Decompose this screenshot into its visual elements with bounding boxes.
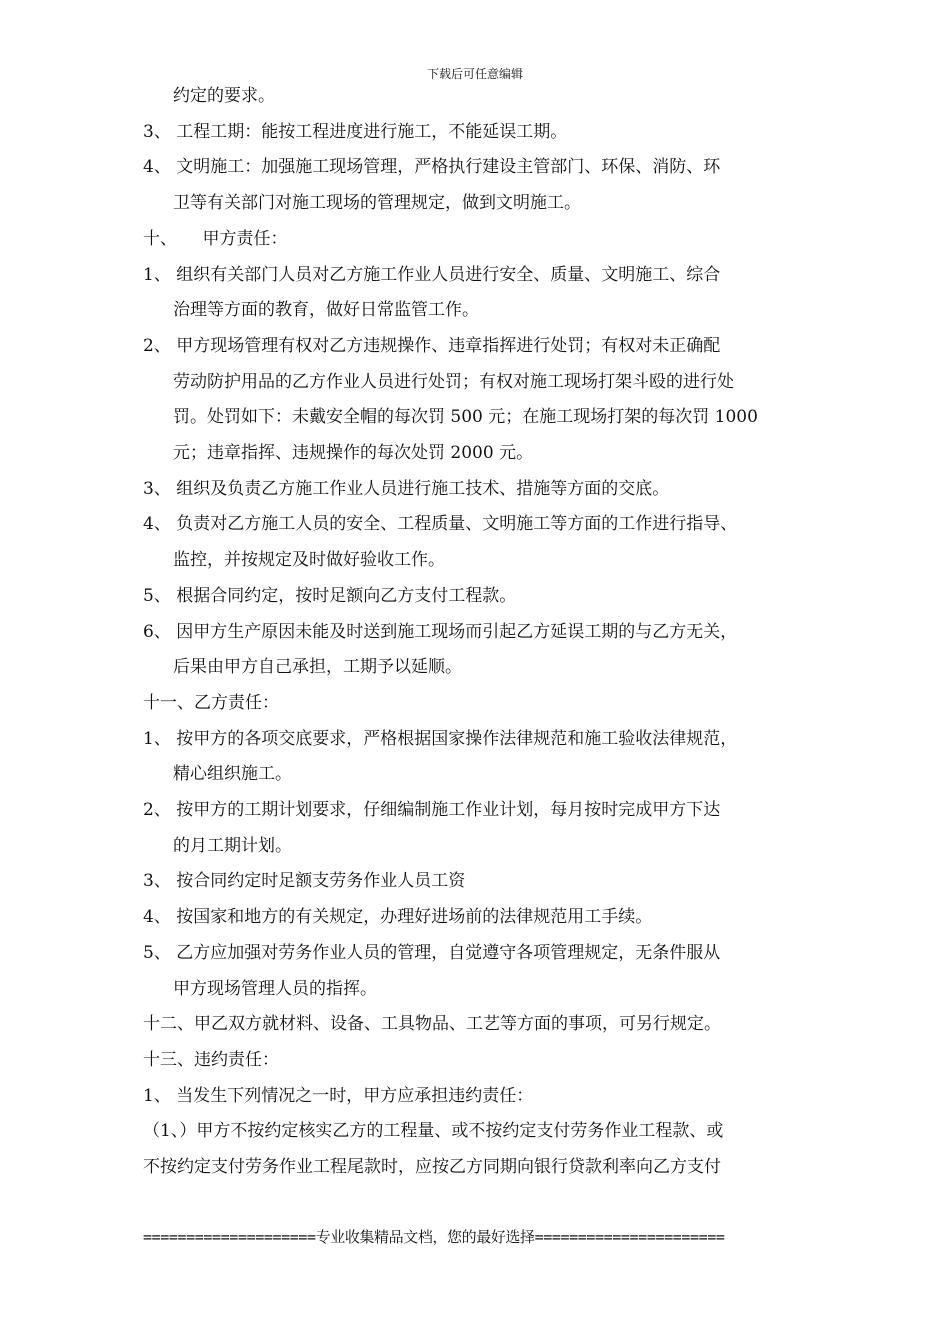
text-line: 十三、违约责任： [143,1049,279,1070]
text-line: 后果由甲方自己承担，工期予以延顺。 [173,657,462,678]
text-line: 甲方现场管理人员的指挥。 [173,978,377,999]
text-line: 不按约定支付劳务作业工程尾款时，应按乙方同期向银行贷款利率向乙方支付 [143,1157,721,1177]
text-line: 劳动防护用品的乙方作业人员进行处罚；有权对施工现场打架斗殴的进行处 [173,371,734,392]
text-line: 罚。处罚如下：未戴安全帽的每次罚 500 元；在施工现场打架的每次罚 1000 [173,407,758,428]
text-line: 4、 按国家和地方的有关规定，办理好进场前的法律规范用工手续。 [143,907,653,928]
text-line: 6、 因甲方生产原因未能及时送到施工现场而引起乙方延误工期的与乙方无关， [143,621,738,642]
page-header: 下载后可任意编辑 [426,67,523,81]
text-line: 卫等有关部门对施工现场的管理规定，做到文明施工。 [173,193,581,214]
text-line: 十二、甲乙双方就材料、设备、工具物品、工艺等方面的事项，可另行规定。 [143,1014,721,1035]
text-line: 治理等方面的教育，做好日常监管工作。 [173,300,479,321]
text-line: 精心组织施工。 [173,764,292,785]
text-line: 2、 甲方现场管理有权对乙方违规操作、违章指挥进行处罚；有权对未正确配 [143,335,721,356]
text-line: 3、 工程工期：能按工程进度进行施工，不能延误工期。 [143,121,568,142]
text-line: 十、 甲方责任： [143,228,288,249]
text-line: 约定的要求。 [173,86,275,106]
text-line: 4、 文明施工：加强施工现场管理，严格执行建设主管部门、环保、消防、环 [143,157,721,178]
text-line: 的月工期计划。 [173,835,292,856]
text-line: 监控，并按规定及时做好验收工作。 [173,550,445,571]
text-line: 4、 负责对乙方施工人员的安全、工程质量、文明施工等方面的工作进行指导、 [143,514,738,535]
text-line: 3、 按合同约定时足额支劳务作业人员工资 [143,871,466,892]
page-footer: ====================专业收集精品文档，您的最好选择====================== [143,1228,725,1246]
text-line: 1、 组织有关部门人员对乙方施工作业人员进行安全、质量、文明施工、综合 [143,264,721,285]
text-line: 1、 当发生下列情况之一时，甲方应承担违约责任： [143,1085,534,1106]
text-line: 十一、乙方责任： [143,692,279,713]
text-line: 1、 按甲方的各项交底要求，严格根据国家操作法律规范和施工验收法律规范， [143,728,738,749]
text-line: 3、 组织及负责乙方施工作业人员进行施工技术、措施等方面的交底。 [143,478,670,499]
text-line: 元；违章指挥、违规操作的每次处罚 2000 元。 [173,443,534,463]
text-line: 5、 乙方应加强对劳务作业人员的管理，自觉遵守各项管理规定，无条件服从 [143,942,721,963]
text-line: （1、）甲方不按约定核实乙方的工程量、或不按约定支付劳务作业工程款、或 [143,1121,724,1142]
text-line: 2、 按甲方的工期计划要求，仔细编制施工作业计划，每月按时完成甲方下达 [143,800,721,820]
text-line: 5、 根据合同约定，按时足额向乙方支付工程款。 [143,585,517,606]
